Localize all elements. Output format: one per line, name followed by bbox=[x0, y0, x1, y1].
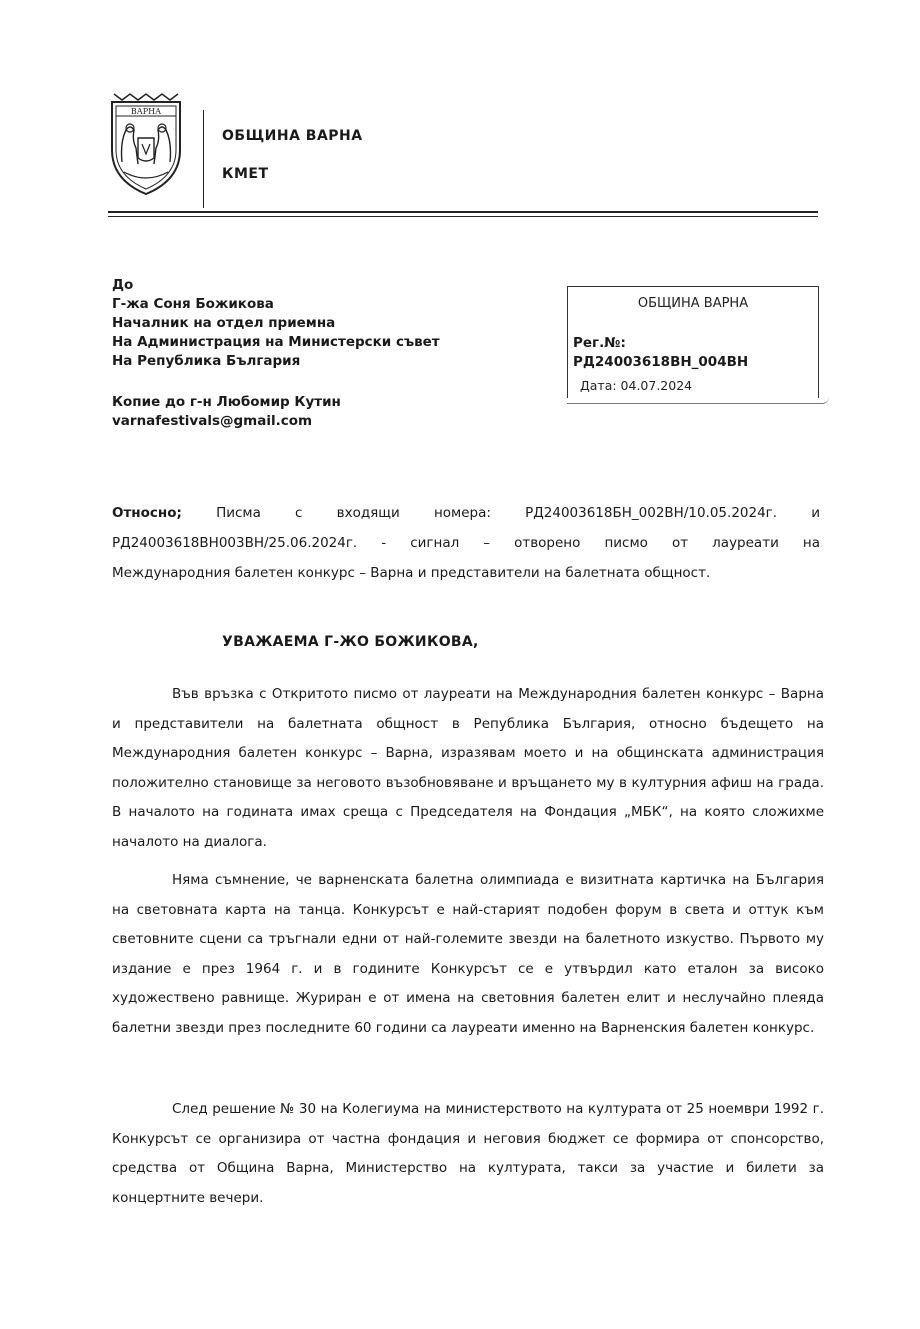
varna-coat-of-arms-icon bbox=[108, 92, 184, 196]
subject-label: Относно; bbox=[112, 505, 182, 521]
body-paragraph: Няма съмнение, че варненската балетна олимпиада е визитната картичка на България на световната карта на танца. Конкурсът е най-старият подобен форум в света и оттук към световните сцени са тръгнали едни от най-големите звезди на балетното изкуство. Първото му издание е през 1964 г. и в годините Конкурсът се е утвърдил като еталон за високо художествено равнище. Журиран е от имена на световния балетен елит и неслучайно плеяда балетни звезди през последните 60 години са лауреати именно на Варненския балетен конкурс. bbox=[112, 872, 824, 1036]
greeting: УВАЖАЕМА Г-ЖО БОЖИКОВА, bbox=[222, 634, 479, 650]
crest-text: ВАРНА bbox=[130, 107, 162, 116]
body-paragraph: Във връзка с Откритото писмо от лауреати на Международния балетен конкурс – Варна и представители на балетната общност в Република България, относно бъдещето на Международния балетен конкурс – Варна, изразявам моето и на общинската администрация положително становище за неговото възобновяване и връщането му в културния афиш на града. В началото на годината имах среща с Председателя на Фондация „МБК“, на която сложихме началото на диалога. bbox=[112, 686, 824, 850]
copy-block bbox=[112, 393, 341, 431]
stamp-org: ОБЩИНА ВАРНА bbox=[637, 296, 749, 311]
addressee-block bbox=[112, 276, 440, 371]
addressee-line: До bbox=[112, 277, 134, 293]
subject-block bbox=[112, 498, 820, 588]
copy-line: Копие до г-н Любомир Кутин bbox=[112, 394, 341, 410]
stamp-reg-label: Рег.№: bbox=[573, 335, 626, 351]
subject-line-2: РД24003618ВН003ВН/25.06.2024г. - сигнал – отворено писмо от лауреати на bbox=[112, 535, 820, 551]
stamp-date: Дата: 04.07.2024 bbox=[580, 378, 693, 393]
addressee-line: Началник на отдел приемна bbox=[112, 315, 336, 331]
header-title: КМЕТ bbox=[222, 166, 269, 182]
addressee-line: На Република България bbox=[112, 353, 301, 369]
header-rule-thin bbox=[108, 216, 818, 217]
stamp-registration bbox=[573, 334, 748, 372]
stamp-underline bbox=[567, 397, 829, 404]
copy-email: varnafestivals@gmail.com bbox=[112, 413, 313, 429]
body-paragraph: След решение № 30 на Колегиума на министерството на културата от 25 ноември 1992 г. Конкурсът се организира от частна фондация и неговия бюджет се формира от спонсорство, средства от Община Варна, Министерство на културата, такси за участие и билети за концертните вечери. bbox=[112, 1101, 824, 1206]
header-org: ОБЩИНА ВАРНА bbox=[222, 128, 363, 144]
header-divider bbox=[203, 110, 204, 208]
subject-line-1: Относно; Писма с входящи номера: РД24003618БН_002ВН/10.05.2024г. и bbox=[112, 505, 820, 521]
header-rule bbox=[108, 211, 818, 213]
addressee-line: Г-жа Соня Божикова bbox=[112, 296, 274, 312]
addressee-line: На Администрация на Министерски съвет bbox=[112, 334, 440, 350]
subject-line-3: Международния балетен конкурс – Варна и представители на балетната общност. bbox=[112, 565, 711, 581]
stamp-reg-number: РД24003618ВН_004ВН bbox=[573, 354, 749, 370]
